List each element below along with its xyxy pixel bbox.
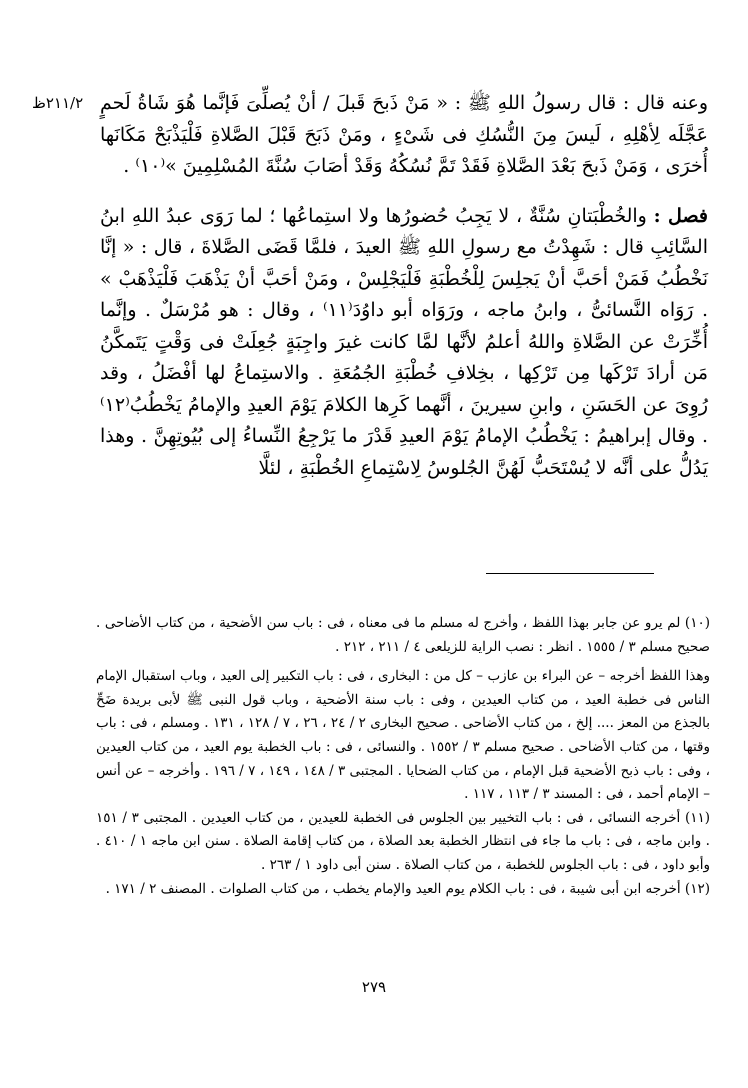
footnotes <box>96 612 710 901</box>
footnote-11: (١١) أخرجه النسائى ، فى : باب التخيير بين الجلوس فى الخطبة للعيدين ، من كتاب العيدين . المجتبى ٣ / ١٥١ . وابن ماجه ، فى : باب ما جاء فى انتظار الخطبة بعد الصلاة ، من كتاب إقامة الصلاة . سنن ابن ماجه ١ / ٤١٠ . وأبو داود ، فى : باب الجلوس للخطبة ، من كتاب الصلاة . سنن أبى داود ١ / ٢٦٣ . <box>96 809 711 873</box>
page-number: ٢٧٩ <box>361 978 387 996</box>
hadith-paragraph: وعنه قال : قال رسولُ اللهِ ﷺ : « مَنْ ذَبحَ قَبلَ / أنْ يُصلِّىَ فَإنَّما هُوَ شَاةُ لَحمٍ عَجَّلَه لِأهْلِهِ ، لَيسَ مِنَ النُّسُكِ فى شَىْءٍ ، ومَنْ ذَبَحَ قَبْلَ الصَّلاةِ فَلْيَذْبَحْ مَكَانَها أُخرَى ، وَمَنْ ذَبحَ بَعْدَ الصَّلاةِ فَقَدْ تَمَّ نُسُكُهُ وَقَدْ أصَابَ سُنَّةَ المُسْلِمِينَ »⁽١٠⁾ . <box>100 92 708 177</box>
margin-reference: ٢١١/٢ظ <box>32 94 84 112</box>
fasl-label: فصل : <box>653 204 708 227</box>
footnote-10-continued: وهذا اللفظ أخرجه – عن البراء بن عازب – كل من : البخارى ، فى : باب التكبير إلى العيد ، وباب استقبال الإمام الناس فى خطبة العيد ، من كتاب العيدين ، وفى : باب سنة الأضحية ، وباب قول النبى ﷺ لأبى بريدة ضَحِّ بالجذع من المعز .... إلخ ، من كتاب الأضاحى . صحيح البخارى ٢ / ٢٤ ، ٢٦ ، ٧ / ١٢٨ ، ١٣١ . ومسلم ، فى : باب وقتها ، من كتاب الأضاحى . صحيح مسلم ٣ / ١٥٥٢ . والنسائى ، فى : باب الخطبة يوم العيد ، من كتاب العيدين ، وفى : باب ذبح الأضحية قبل الإمام ، من كتاب الضحايا . المجتبى ٣ / ١٤٨ ، ١٤٩ ، ٧ / ١٩٦ . وأخرجه – عن أنس – الإمام أحمد ، فى : المسند ٣ / ١١٣ ، ١١٧ . <box>96 668 710 803</box>
footnote-separator <box>486 573 654 574</box>
footnote-12: (١٢) أخرجه ابن أبى شيبة ، فى : باب الكلام يوم العيد والإمام يخطب ، من كتاب الصلوات . المصنف ٢ / ١٧١ . <box>105 880 710 897</box>
main-text <box>100 88 708 484</box>
fasl-paragraph <box>100 201 708 485</box>
footnote-10: (١٠) لم يرو عن جابر بهذا اللفظ ، وأخرج له مسلم ما فى معناه ، فى : باب سن الأضحية ، من كتاب الأضاحى . صحيح مسلم ٣ / ١٥٥٥ . انظر : نصب الراية للزيلعى ٤ / ٢١١ ، ٢١٢ . <box>96 615 710 655</box>
fasl-text: والخُطْبَتانِ سُنَّةٌ ، لا يَجِبُ حُضورُها ولا استِماعُها ؛ لما رَوَى عبدُ اللهِ ابنُ السَّائِبِ قال : شَهِدْتُ مع رسولِ اللهِ ﷺ العيدَ ، فلمَّا قَضَى الصَّلاةَ ، قال : « إنَّا نَخْطُبُ فَمَنْ أحَبَّ أنْ يَجلِسَ لِلْخُطْبَةِ فَلْيَجْلِسْ ، ومَنْ أحَبَّ أنْ يَذْهَبَ فَلْيَذْهَبْ » . رَوَاه النَّسائىُّ ، وابنُ ماجه ، ورَوَاه أبو داوُدَ⁽١١⁾ ، وقال : هو مُرْسَلٌ . وإنَّما أُخِّرَتْ عن الصَّلاةِ واللهُ أعلمُ لأنَّها لمَّا كانت غيرَ واجِبَةٍ جُعِلَتْ فى وَقْتٍ يَتَمكَّنُ مَن أرادَ تَرْكَها مِن تَرْكِها ، بخِلافِ خُطْبَةِ الجُمُعَةِ . والاستِماعُ لها أفْضَلُ ، وقد رُوِىَ عن الحَسَنِ ، وابنِ سيرينَ ، أنَّهما كَرِها الكلامَ يَوْمَ العيدِ والإمامُ يَخْطُبُ⁽١٢⁾ . وقال إبراهيمُ : يَخْطُبُ الإمامُ يَوْمَ العيدِ قَدْرَ ما يَرْجِعُ النِّساءُ إلى بُيُوتِهِنَّ . وهذا يَدُلُّ على أنَّه لا يُسْتَحَبُّ لَهُنَّ الجُلوسُ لِاسْتِماعِ الخُطْبَةِ ، لئلَّا <box>100 204 708 479</box>
